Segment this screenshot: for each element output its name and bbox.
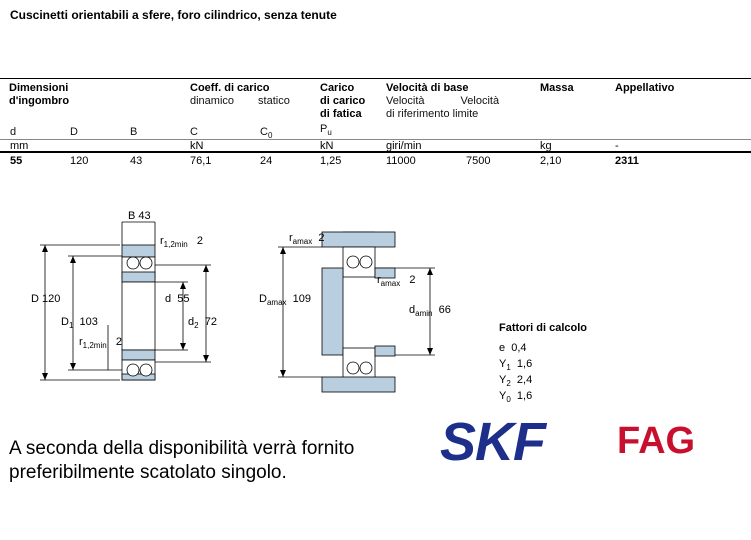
- value-mass: 2,10: [540, 155, 562, 167]
- factor-y1: $Y_1$ 1,6: [499, 358, 533, 372]
- unit-mm: mm: [10, 140, 29, 152]
- symbol-d: d: [10, 126, 17, 138]
- factor-y2: $Y_2$ 2,4: [499, 374, 533, 388]
- calculation-factors: [499, 320, 587, 404]
- value-D: 120: [70, 155, 89, 167]
- factor-y0: $Y_0$ 1,6: [499, 390, 533, 404]
- header-speed: Velocità di base Velocità Velocità di riferimento limite: [386, 82, 500, 120]
- value-C0: 24: [260, 155, 273, 167]
- header-dimensions: Dimensioni d'ingombro: [9, 82, 70, 107]
- dim-r12-top: $r_{1,2min}$ 2: [160, 235, 203, 249]
- skf-logo: SKF: [440, 412, 545, 472]
- dim-d: d 55: [165, 293, 190, 305]
- dim-da: $d_{amin}$ 66: [409, 304, 451, 318]
- unit-mass: kg: [540, 140, 552, 152]
- value-C: 76,1: [190, 155, 212, 167]
- dim-ra-top: $r_{amax}$ 2: [289, 232, 325, 246]
- dim-r12-bottom: $r_{1,2min}$ 2: [79, 336, 122, 350]
- dim-ra-right: $r_{amax}$ 2: [377, 274, 416, 288]
- dim-Da: $D_{amax}$ 109: [259, 293, 311, 307]
- value-lim-speed: 7500: [466, 155, 491, 167]
- symbol-C0: $C_0$: [260, 126, 273, 140]
- symbol-B: B: [130, 126, 138, 138]
- symbol-Pu: $P_u$: [320, 123, 332, 137]
- page-title: Cuscinetti orientabili a sfere, foro cilindrico, senza tenute: [10, 8, 337, 22]
- value-ref-speed: 11000: [386, 155, 416, 167]
- factor-e: e 0,4: [499, 342, 527, 354]
- unit-speed: giri/min: [386, 140, 422, 152]
- symbol-D: D: [70, 126, 78, 138]
- header-fatigue-load: Carico di carico di fatica: [320, 82, 366, 120]
- value-d: 55: [10, 155, 23, 167]
- header-designation: Appellativo: [615, 82, 675, 94]
- table-header-rule: [0, 151, 751, 153]
- factors-title: Fattori di calcolo: [499, 322, 588, 334]
- value-designation: 2311: [615, 155, 639, 167]
- table-top-rule: [0, 78, 751, 79]
- dim-D: D 120: [31, 293, 61, 305]
- unit-kn: kN: [190, 140, 204, 152]
- dim-D1: $D_1$ 103: [61, 316, 98, 330]
- header-load-ratings: Coeff. di carico dinamico statico: [190, 82, 290, 107]
- fag-logo: FAG: [617, 420, 696, 462]
- value-Pu: 1,25: [320, 155, 342, 167]
- unit-kn-fatigue: kN: [320, 140, 334, 152]
- unit-designation: -: [615, 140, 619, 152]
- dim-B: B 43: [128, 210, 151, 222]
- header-mass: Massa: [540, 82, 574, 94]
- symbol-C: C: [190, 126, 198, 138]
- dim-d2: $d_2$ 72: [188, 316, 217, 330]
- table-unit-rule: [0, 139, 751, 140]
- availability-notice: A seconda della disponibilità verrà fornito preferibilmente scatolato singolo.: [9, 438, 355, 483]
- value-B: 43: [130, 155, 143, 167]
